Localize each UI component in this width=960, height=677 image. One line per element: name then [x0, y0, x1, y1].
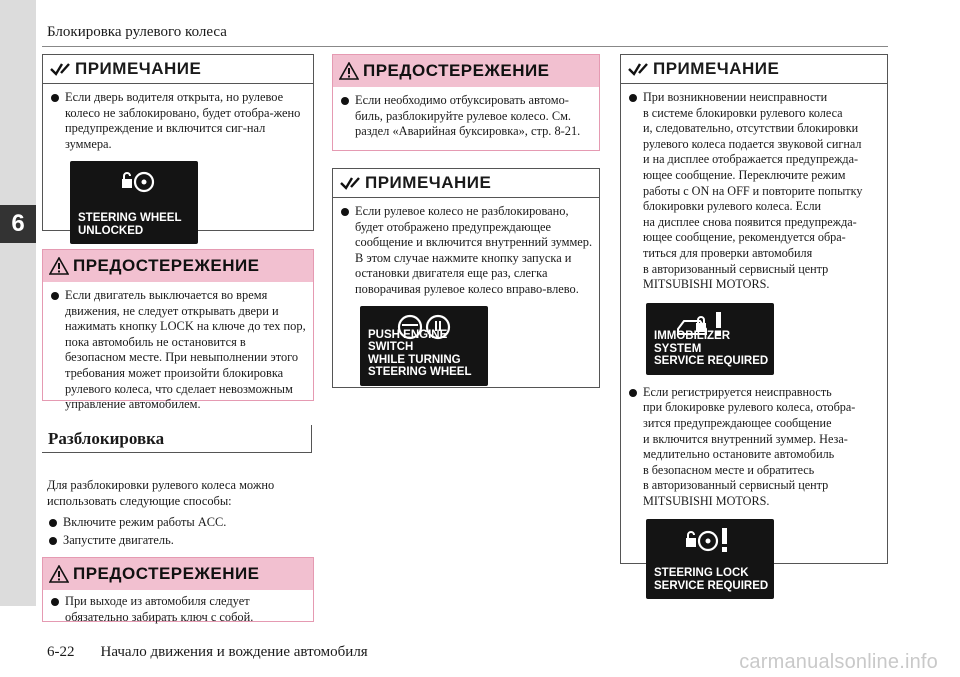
display-screen [70, 161, 198, 244]
list-item: Запустите двигатель. [49, 533, 314, 549]
side-strip [0, 0, 36, 606]
warning-engine-off [42, 249, 314, 412]
unlock-methods-list [49, 515, 314, 548]
section-title: Разблокировка [42, 425, 312, 453]
footer-chapter-title: Начало движения и вождение автомобиля [100, 644, 368, 660]
list-item: При выходе из автомобиля следует обязательно забирать ключ с собой. [51, 594, 307, 625]
page-header-title: Блокировка рулевого колеса [47, 24, 227, 40]
warning-heading: ПРЕДОСТЕРЕЖЕНИЕ [43, 250, 313, 282]
note-not-unlocked [332, 168, 600, 388]
watermark: carmanualsonline.info [739, 651, 938, 673]
page-footer [47, 644, 368, 661]
list-item: Включите режим работы ACC. [49, 515, 314, 531]
list-item: Если необходимо отбуксировать автомо-биль, разблокируйте рулевое колесо. См. раздел «Аварийная буксировка», стр. 8-21. [341, 93, 593, 140]
note-malfunction [620, 54, 888, 592]
screen-caption: STEERING WHEEL UNLOCKED [78, 212, 182, 237]
page-number: 6-22 [47, 644, 75, 660]
warning-heading: ПРЕДОСТЕРЕЖЕНИЕ [43, 558, 313, 590]
note-heading: ПРИМЕЧАНИЕ [333, 169, 599, 198]
pencil-check-icon [49, 62, 71, 76]
display-screen [360, 306, 488, 386]
warning-take-key [42, 557, 314, 622]
list-item: Если дверь водителя открыта, но рулевое колесо не заблокировано, будет отобра-жено предупреждение и включится сиг-нал зуммера. [51, 90, 307, 152]
warning-heading: ПРЕДОСТЕРЕЖЕНИЕ [333, 55, 599, 87]
pencil-check-icon [339, 176, 361, 190]
note-heading: ПРИМЕЧАНИЕ [621, 55, 887, 84]
list-item: Если регистрируется неисправность при блокировке рулевого колеса, отобра- зится предупреждающее сообщение и включится внутренний зуммер. Неза- медлительно остановите автомобиль в безопасном месте и обратитесь в авторизованный сервисный центр MITSUBISHI MOTORS. [629, 385, 881, 510]
screen-caption: IMMOBILIZER SYSTEM SERVICE REQUIRED [654, 330, 769, 368]
display-screen [646, 303, 774, 375]
warning-towing [332, 54, 600, 151]
display-screen [646, 519, 774, 599]
screen-caption: PUSH ENGINE SWITCH WHILE TURNING STEERING WHEEL [368, 328, 472, 379]
list-item: Если рулевое колесо не разблокировано, будет отображено предупреждающее сообщение и включится внутренний зуммер. В этом случае нажмите кнопку запуска и остановки двигателя еще раз, слегка поворачивая рулевое колесо вправо-влево. [341, 204, 593, 298]
steering-lock-warning-icon [682, 525, 752, 555]
list-item: Если двигатель выключается во время движения, не следует открывать двери и нажимать кнопку LOCK на ключе до тех пор, пока автомобиль не остановится в безопасном месте. При невыполнении этого требования может произойти блокировка рулевого колеса, что сделает невозможным управление автомобилем. [51, 288, 307, 413]
section-paragraph: Для разблокировки рулевого колеса можно использовать следующие способы: [47, 478, 275, 508]
note-door-open [42, 54, 314, 237]
list-item: При возникновении неисправности в системе блокировки рулевого колеса и, следовательно, отсутствии блокировки рулевого колеса подается звуковой сигнал и на дисплее отображается предупрежда- ющее сообщение. Переключите режим работы с ON на OFF и повторите попытку блокировки рулевого колеса. Если на дисплее снова появится предупрежда- ющее сообщение, рекомендуется обра- титься для проверки автомобиля в авторизованный сервисный центр MITSUBISHI MOTORS. [629, 90, 881, 293]
warning-triangle-icon [339, 62, 359, 80]
screen-caption: STEERING LOCK SERVICE REQUIRED [654, 567, 769, 592]
note-heading: ПРИМЕЧАНИЕ [43, 55, 313, 84]
chapter-tab: 6 [0, 205, 36, 243]
warning-triangle-icon [49, 565, 69, 583]
pencil-check-icon [627, 62, 649, 76]
warning-triangle-icon [49, 257, 69, 275]
header-divider [42, 46, 888, 47]
steering-lock-icon [116, 169, 156, 195]
